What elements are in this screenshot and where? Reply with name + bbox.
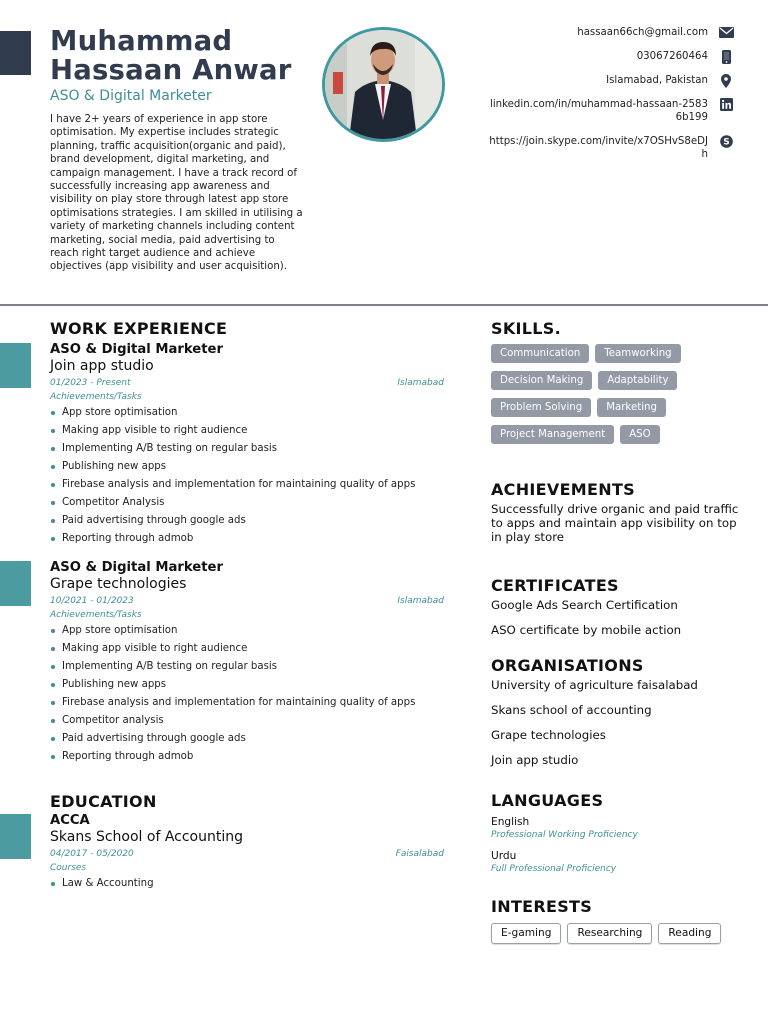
skill-chip: ASO — [620, 425, 659, 444]
tasks-label: Achievements/Tasks — [50, 610, 142, 620]
language-name: English — [491, 816, 530, 828]
certificate-item: Google Ads Search Certification — [491, 598, 678, 612]
task-item: App store optimisation — [50, 622, 444, 640]
organisations-list — [491, 678, 741, 767]
job-accent-block — [0, 561, 31, 606]
task-item: App store optimisation — [50, 404, 444, 422]
task-item: Reporting through admob — [50, 530, 444, 548]
skype-text[interactable]: https://join.skype.com/invite/x7OSHvS8eDJh — [489, 136, 708, 160]
work-experience-heading: WORK EXPERIENCE — [50, 319, 228, 338]
svg-text:S: S — [722, 137, 730, 148]
name-line-2: Hassaan Anwar — [50, 54, 292, 86]
education-location: Faisalabad — [395, 849, 444, 859]
task-item: Making app visible to right audience — [50, 640, 444, 658]
task-item: Implementing A/B testing on regular basis — [50, 440, 444, 458]
skype-icon — [718, 135, 734, 148]
skill-chip: Marketing — [597, 398, 666, 417]
task-item: Competitor analysis — [50, 712, 444, 730]
task-item: Publishing new apps — [50, 458, 444, 476]
header-accent-block — [0, 31, 31, 75]
right-column — [491, 318, 741, 944]
languages-heading: LANGUAGES — [491, 791, 604, 810]
education-heading: EDUCATION — [50, 792, 157, 811]
job-meta — [50, 375, 444, 391]
linkedin-text[interactable]: linkedin.com/in/muhammad-hassaan-25836b199 — [490, 99, 708, 123]
education-dates: 04/2017 - 05/2020 — [50, 849, 134, 859]
task-list — [50, 404, 444, 548]
job-company: Join app studio — [50, 358, 154, 374]
job-entry-1 — [50, 342, 444, 548]
profile-summary: I have 2+ years of experience in app store optimisation. My expertise includes strategic planning, traffic acquisition(organic and paid), brand development, digital marketing, and campaign management. I have a track record of successfully increasing app awareness and visibility on play store through latest app store optimisations strategies. I am skilled in utilising a variety of marketing channels including content marketing, social media, paid advertising to reach right target audience and achieve objectives (app visibility and user acquisition). — [50, 114, 303, 273]
profile-photo — [322, 27, 445, 142]
phone-text[interactable]: 03067260464 — [636, 51, 708, 62]
language-name: Urdu — [491, 850, 517, 862]
location-pin-icon — [718, 74, 734, 87]
education-entry — [50, 813, 444, 893]
skill-chip: Decision Making — [491, 371, 592, 390]
task-item: Paid advertising through google ads — [50, 512, 444, 530]
envelope-icon — [718, 26, 734, 39]
course-item: Law & Accounting — [50, 875, 444, 893]
interest-chip: Reading — [658, 923, 721, 944]
organisation-item: Join app studio — [491, 753, 579, 767]
job-dates: 01/2023 - Present — [50, 378, 131, 388]
job-company: Grape technologies — [50, 576, 187, 592]
contact-email[interactable] — [454, 26, 734, 39]
task-item: Making app visible to right audience — [50, 422, 444, 440]
contact-linkedin[interactable] — [454, 98, 734, 124]
job-dates: 10/2021 - 01/2023 — [50, 596, 134, 606]
interest-chip: Researching — [567, 923, 652, 944]
contact-info — [454, 26, 734, 172]
task-item: Reporting through admob — [50, 748, 444, 766]
job-meta — [50, 593, 444, 609]
certificates-list — [491, 598, 741, 637]
education-meta — [50, 846, 444, 862]
job-location: Islamabad — [397, 378, 444, 388]
school-name: Skans School of Accounting — [50, 829, 243, 845]
job-accent-block — [0, 343, 31, 388]
interest-chip: E-gaming — [491, 923, 561, 944]
name-line-1: Muhammad — [50, 25, 233, 57]
task-item: Firebase analysis and implementation for maintaining quality of apps — [50, 694, 444, 712]
skill-chip: Adaptability — [598, 371, 677, 390]
left-column — [50, 318, 444, 893]
language-level: Professional Working Proficiency — [491, 830, 638, 840]
degree-title: ACCA — [50, 813, 90, 828]
header-divider — [0, 304, 768, 306]
contact-phone[interactable] — [454, 50, 734, 63]
skills-list — [491, 344, 701, 452]
skill-chip: Teamworking — [595, 344, 680, 363]
organisations-heading: ORGANISATIONS — [491, 656, 644, 675]
certificates-heading: CERTIFICATES — [491, 576, 619, 595]
certificate-item: ASO certificate by mobile action — [491, 623, 682, 637]
tasks-label: Achievements/Tasks — [50, 392, 142, 402]
task-item: Firebase analysis and implementation for maintaining quality of apps — [50, 476, 444, 494]
candidate-name — [50, 27, 292, 85]
location-text: Islamabad, Pakistan — [606, 75, 708, 86]
phone-icon — [718, 50, 734, 63]
job-entry-2 — [50, 560, 444, 766]
skill-chip: Communication — [491, 344, 589, 363]
task-item: Publishing new apps — [50, 676, 444, 694]
education-accent-block — [0, 814, 31, 859]
organisation-item: Grape technologies — [491, 728, 606, 742]
skill-chip: Project Management — [491, 425, 614, 444]
skill-chip: Problem Solving — [491, 398, 591, 417]
courses-label: Courses — [50, 863, 87, 873]
organisation-item: Skans school of accounting — [491, 703, 652, 717]
task-list — [50, 622, 444, 766]
person-portrait-icon — [325, 30, 442, 139]
job-title: ASO & Digital Marketer — [50, 342, 223, 357]
contact-location — [454, 74, 734, 87]
linkedin-icon — [718, 98, 734, 111]
job-location: Islamabad — [397, 596, 444, 606]
achievements-heading: ACHIEVEMENTS — [491, 480, 635, 499]
interests-heading: INTERESTS — [491, 897, 593, 916]
course-list — [50, 875, 444, 893]
task-item: Competitor Analysis — [50, 494, 444, 512]
job-title: ASO & Digital Marketer — [50, 560, 223, 575]
organisation-item: University of agriculture faisalabad — [491, 678, 698, 692]
interests-list — [491, 923, 741, 944]
language-level: Full Professional Proficiency — [491, 864, 617, 874]
languages-list — [491, 815, 741, 876]
skills-heading: SKILLS. — [491, 319, 561, 338]
task-item: Implementing A/B testing on regular basis — [50, 658, 444, 676]
task-item: Paid advertising through google ads — [50, 730, 444, 748]
role-title: ASO & Digital Marketer — [50, 88, 212, 104]
achievements-text: Successfully drive organic and paid traffic to apps and maintain app visibility on top in play store — [491, 502, 739, 544]
contact-skype[interactable] — [454, 135, 734, 161]
email-text[interactable]: hassaan66ch@gmail.com — [577, 27, 708, 38]
